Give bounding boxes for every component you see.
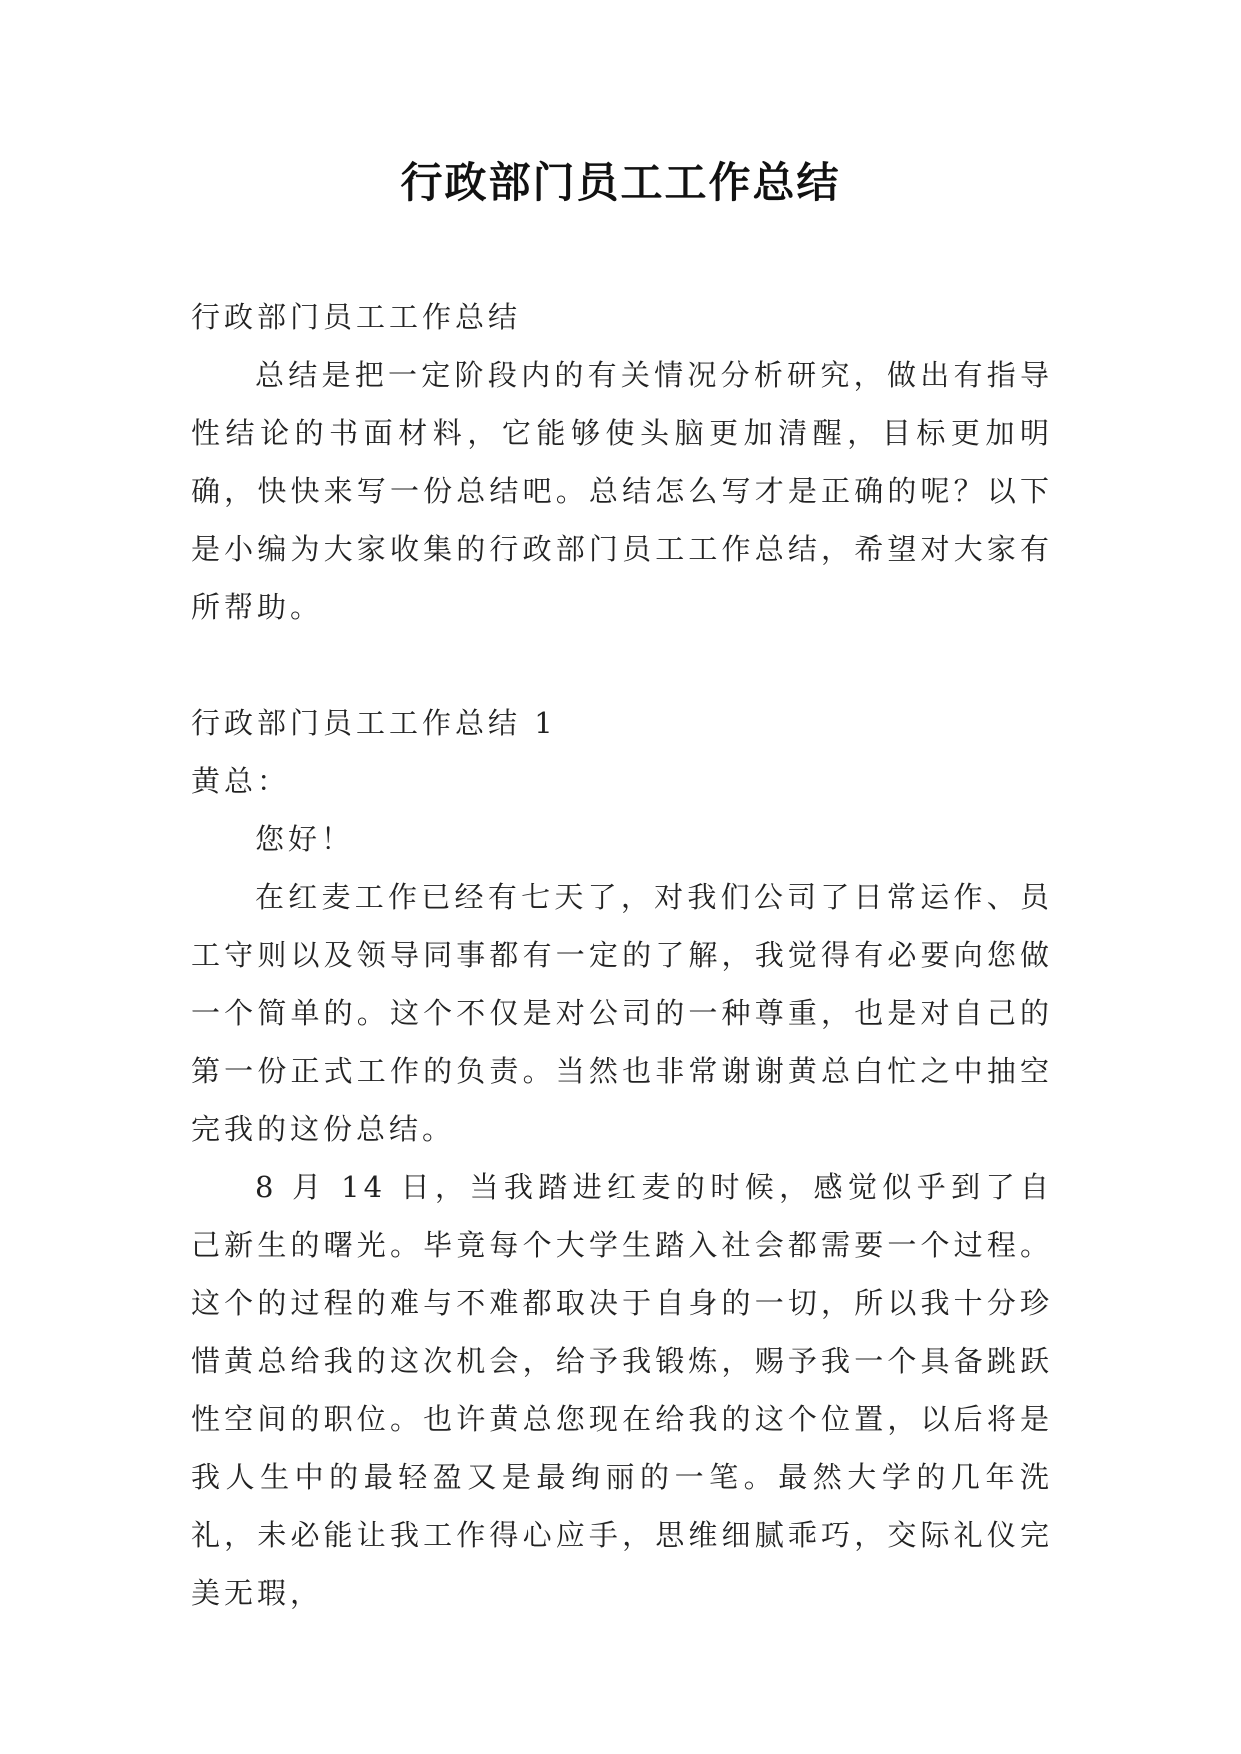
section-heading: 行政部门员工工作总结 1 xyxy=(191,706,557,740)
body-paragraph-2: 8 月 14 日，当我踏进红麦的时候，感觉似乎到了自己新生的曙光。毕竟每个大学生踏入社会都需要一个过程。这个的过程的难与不难都取决于自身的一切，所以我十分珍惜黄总给我的这次机会，给予我锻炼，赐予我一个具备跳跃性空间的职位。也许黄总您现在给我的这个位置，以后将是我人生中的最轻盈又是最绚丽的一笔。最然大学的几年洗礼，未必能让我工作得心应手，思维细腻乖巧，交际礼仪完美无瑕， xyxy=(191,1170,1053,1610)
body-paragraph-1: 在红麦工作已经有七天了，对我们公司了日常运作、员工守则以及领导同事都有一定的了解，我觉得有必要向您做一个简单的。这个不仅是对公司的一种尊重，也是对自己的第一份正式工作的负责。当然也非常谢谢黄总白忙之中抽空完我的这份总结。 xyxy=(191,880,1053,1146)
greeting: 您好！ xyxy=(255,822,355,856)
intro-paragraph: 总结是把一定阶段内的有关情况分析研究，做出有指导性结论的书面材料，它能够使头脑更加清醒，目标更加明确，快快来写一份总结吧。总结怎么写才是正确的呢？以下是小编为大家收集的行政部门员工工作总结，希望对大家有所帮助。 xyxy=(191,358,1053,624)
section-spacer xyxy=(191,636,1053,694)
document-subtitle: 行政部门员工工作总结 xyxy=(191,300,522,334)
salutation: 黄总： xyxy=(191,764,291,798)
document-title: 行政部门员工工作总结 xyxy=(400,158,841,207)
document-body xyxy=(191,288,1053,1622)
